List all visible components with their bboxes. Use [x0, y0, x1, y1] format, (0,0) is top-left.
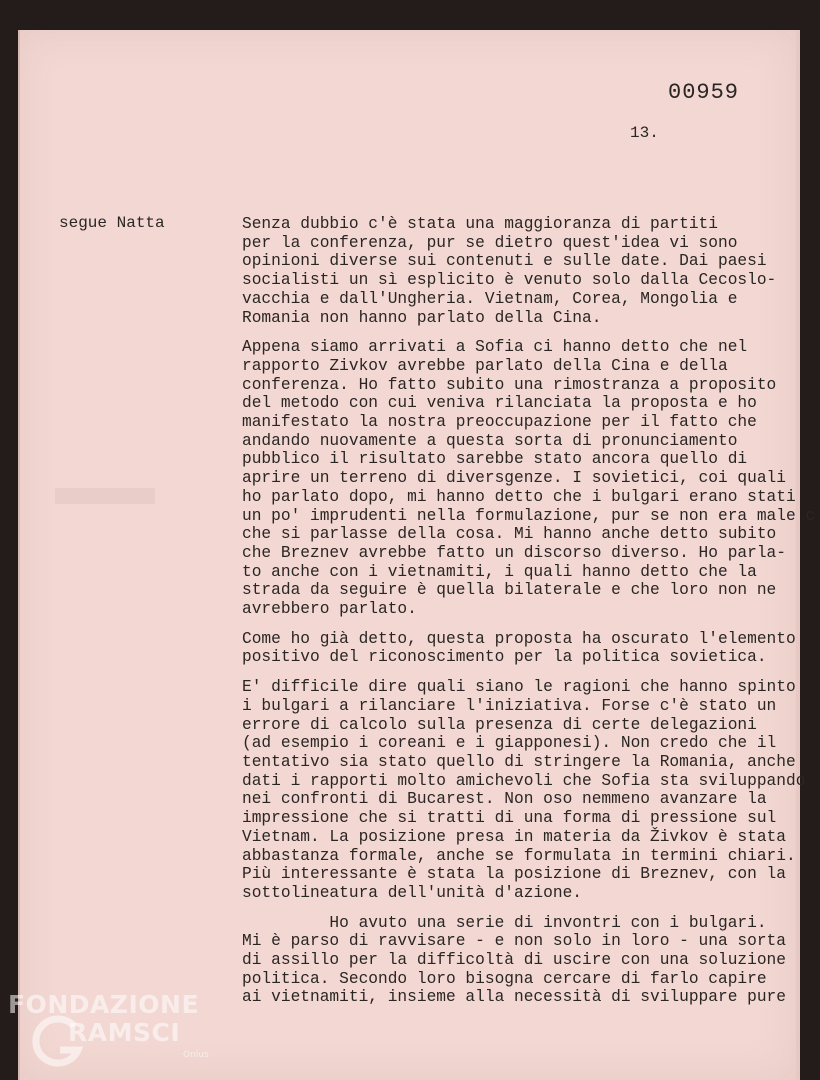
page-left-edge — [18, 30, 20, 1080]
paragraph: Ho avuto una serie di invontri con i bulgari. Mi è parso di ravvisare - e non solo in loro - una sorta di assillo per la difficoltà di uscire con una soluzione politica. Secondo loro bisogna cercare di farlo capire ai vietnamiti, insieme alla necessità di sviluppare pure — [242, 913, 786, 1007]
watermark-line-3: Onlus — [183, 1050, 209, 1060]
paragraph: Senza dubbio c'è stata una maggioranza di partiti per la conferenza, pur se dietro quest'idea vi sono opinioni diverse sui contenuti e sulle date. Dai paesi socialisti un sì esplicito è venuto solo dalla Cecoslo- vacchia e dall'Ungheria. Vietnam, Corea, Mongolia e Romania non hanno parlato della Cina. — [242, 215, 777, 327]
archive-number: 00959 — [668, 80, 740, 105]
fondazione-gramsci-watermark — [8, 990, 208, 1070]
document-body — [242, 215, 816, 1007]
page-number: 13. — [630, 124, 659, 142]
faded-margin-stamp — [55, 488, 155, 504]
paragraph: Come ho già detto, questa proposta ha oscurato l'elemento positivo del riconoscimento per la politica sovietica. — [242, 629, 796, 667]
paragraph: E' difficile dire quali siano le ragioni che hanno spinto i bulgari a rilanciare l'iniziativa. Forse c'è stato un errore di calcolo sulla presenza di certe delegazioni (ad esempio i coreani e i giapponesi). Non credo che il tentativo sia stato quello di stringere la Romania, anche dati i rapporti molto amichevoli che Sofia sta sviluppando nei confronti di Bucarest. Non oso nemmeno avanzare la impressione che si tratti di una forma di pressione sul Vietnam. La posizione presa in materia da Živkov è stata abbastanza formale, anche se formulata in termini chiari. Più interessante è stata la posizione di Breznev, con la sottolineatura dell'unità d'azione. — [242, 678, 806, 902]
watermark-line-1: FONDAZIONE — [8, 990, 200, 1019]
watermark-line-2: RAMSCI — [68, 1018, 181, 1047]
speaker-label: segue Natta — [59, 214, 165, 232]
paragraph: Appena siamo arrivati a Sofia ci hanno detto che nel rapporto Zivkov avrebbe parlato della Cina e della conferenza. Ho fatto subito una rimostranza a proposito del metodo con cui veniva rilanciata la proposta e ho manifestato la nostra preoccupazione per il fatto che andando nuovamente a questa sorta di pronunciamento pubblico il risultato sarebbe stato ancora quello di aprire un terreno di diversgenze. I sovietici, coi quali ho parlato dopo, mi hanno detto che i bulgari erano stati un po' imprudenti nella formulazione, pur se non era male c che si parlasse della cosa. Mi hanno anche detto subito che Breznev avrebbe fatto un discorso diverso. Ho parla- to anche con i vietnamiti, i quali hanno detto che la strada da seguire è quella bilaterale e che loro non ne avrebbero parlato. — [242, 338, 816, 619]
